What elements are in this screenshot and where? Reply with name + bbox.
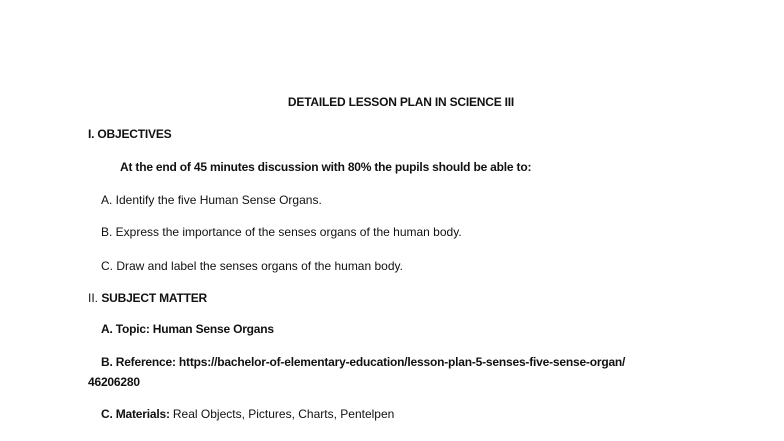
subject-topic: A. Topic: Human Sense Organs bbox=[101, 322, 274, 336]
subject-matter-heading bbox=[88, 290, 207, 306]
objectives-heading: I. OBJECTIVES bbox=[88, 127, 172, 141]
subject-reference-line2: 46206280 bbox=[88, 375, 140, 389]
document-title-text: DETAILED LESSON PLAN IN SCIENCE III bbox=[287, 95, 515, 109]
objective-item-a: A. Identify the five Human Sense Organs. bbox=[101, 193, 322, 207]
subject-reference-line1: B. Reference: https://bachelor-of-elementary-education/lesson-plan-5-senses-five-sense-organ/ bbox=[101, 355, 626, 369]
subject-materials-label: C. Materials: bbox=[101, 407, 173, 421]
objectives-intro: At the end of 45 minutes discussion with 80% the pupils should be able to: bbox=[120, 160, 532, 174]
objective-item-b: B. Express the importance of the senses organs of the human body. bbox=[101, 225, 462, 239]
objective-item-c: C. Draw and label the senses organs of the human body. bbox=[101, 259, 403, 273]
subject-matter-heading-text: SUBJECT MATTER bbox=[101, 291, 207, 305]
subject-materials bbox=[101, 406, 394, 422]
subject-matter-numeral: II. bbox=[88, 291, 102, 305]
subject-materials-value: Real Objects, Pictures, Charts, Pentelpen bbox=[172, 407, 395, 421]
document-title bbox=[0, 94, 784, 110]
